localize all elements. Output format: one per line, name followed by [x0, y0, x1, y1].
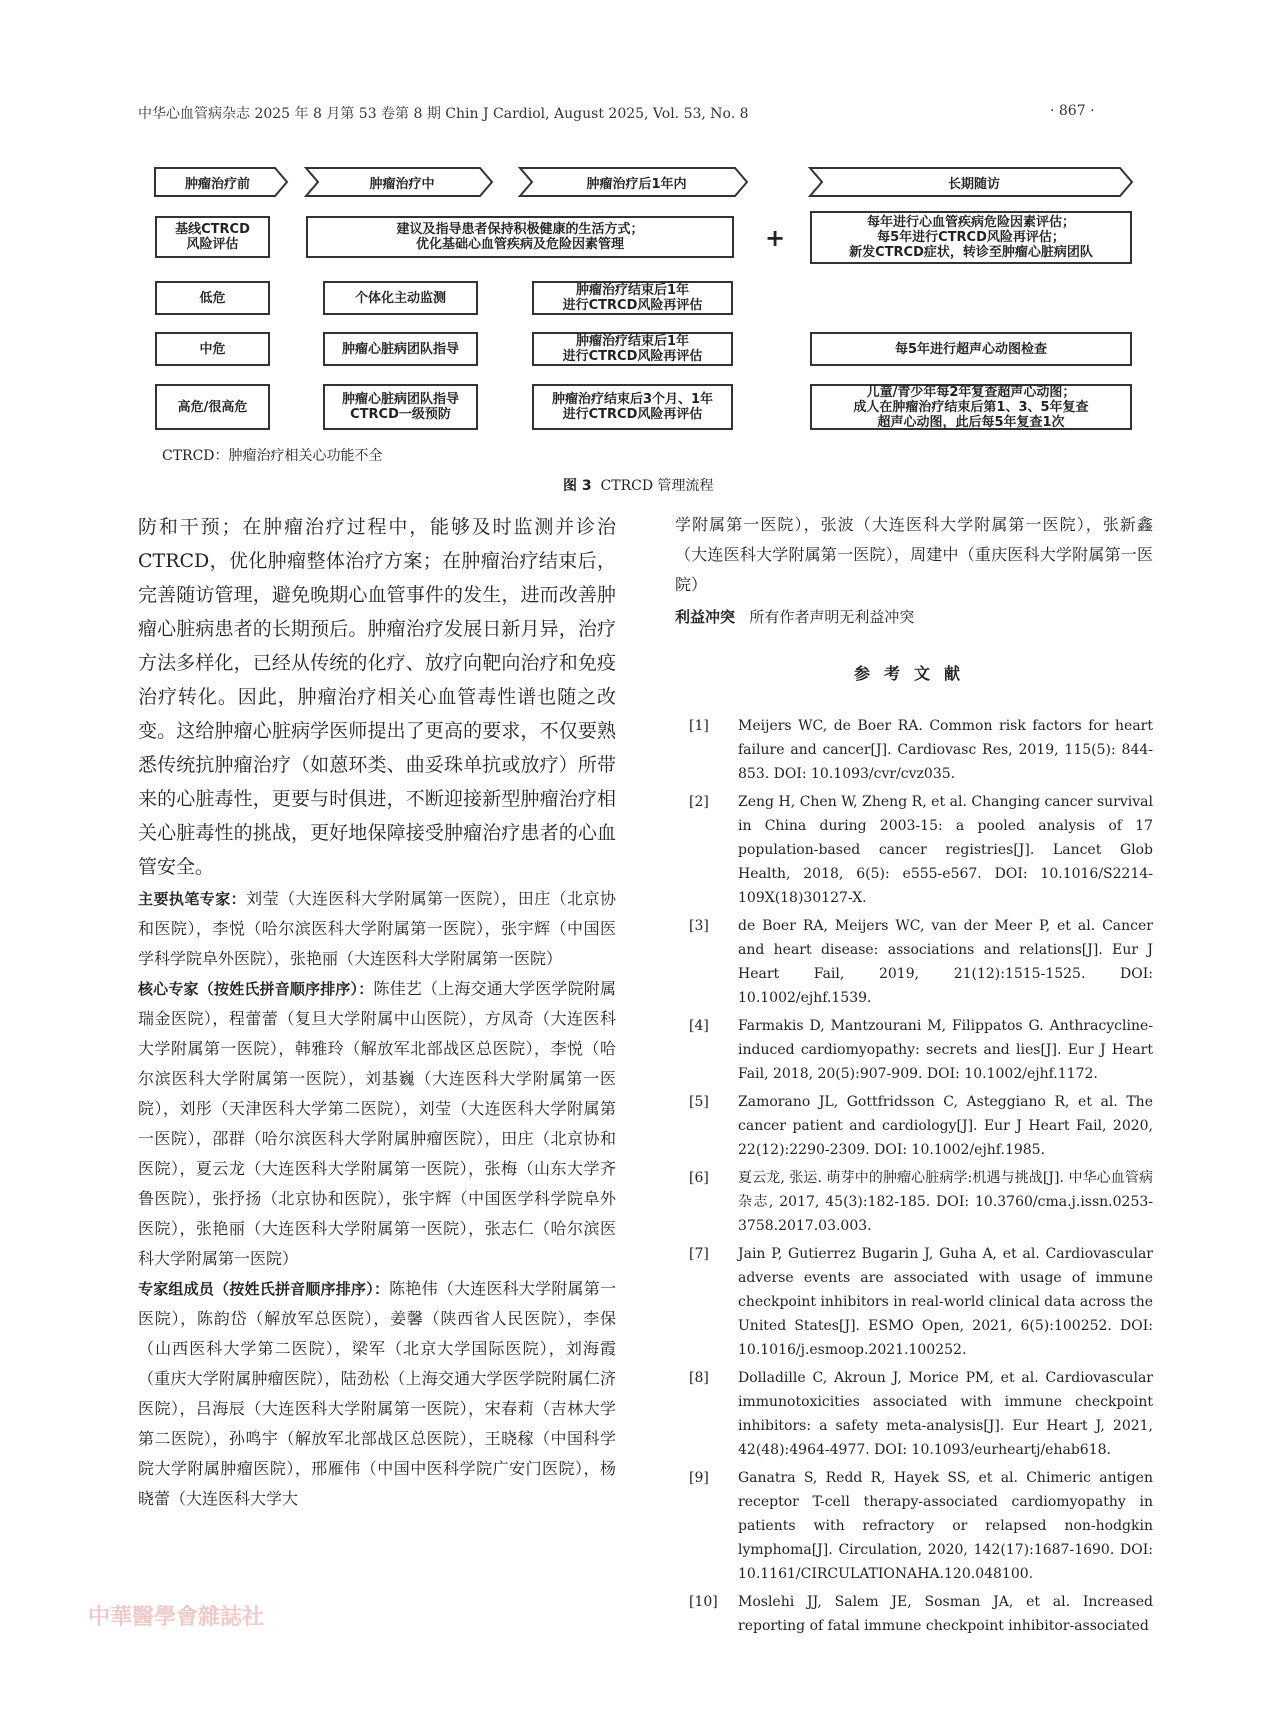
phase-label-during: 肿瘤治疗中 — [369, 176, 435, 192]
node-high-after: 肿瘤治疗结束后3个月、1年 进行CTRCD风险再评估 — [532, 384, 733, 430]
coi-label: 利益冲突 — [675, 608, 736, 626]
publisher-watermark: 中華醫學會雜誌社 — [88, 1605, 265, 1630]
reference-item: [9] Ganatra S, Redd R, Hayek SS, et al. Chimeric antigen receptor T-cell therapy-associated cardiomyopathy in patients with refractory or relapsed non-hodgkin lymphoma[J]. Circulation, 2020, 142(17):1687-1690. DOI: 10.1161/CIRCULATIONAHA.120.048100. — [689, 1470, 1153, 1582]
credits-members-label: 专家组成员（按姓氏拼音顺序排序）： — [138, 1280, 390, 1298]
credits-core-text: 陈佳艺（上海交通大学医学院附属瑞金医院），程蕾蕾（复旦大学附属中山医院），方凤奇（大连医科大学附属第一医院），韩雅玲（解放军北部战区总医院），李悦（哈尔滨医科大学附属第一医院），刘基巍（大连医科大学附属第一医院），刘彤（天津医科大学第二医院），刘莹（大连医科大学附属第一医院），邵群（哈尔滨医科大学附属肿瘤医院），田庄（北京协和医院），夏云龙（大连医科大学附属第一医院），张梅（山东大学齐鲁医院），张抒扬（北京协和医院），张宇辉（中国医学科学院阜外医院），张艳丽（大连医科大学附属第一医院），张志仁（哈尔滨医科大学附属第一医院） — [138, 979, 616, 1268]
node-moderate-during: 肿瘤心脏病团队指导 — [323, 332, 478, 366]
credits-core — [138, 974, 616, 1274]
figure-caption — [563, 475, 714, 495]
reference-item: [7] Jain P, Gutierrez Bugarin J, Guha A, et al. Cardiovascular adverse events are associated with usage of immune checkpoint inhibitors in real-world clinical data across the United States[J]. ESMO Open, 2021, 6(5):100252. DOI: 10.1016/j.esmoop.2021.100252. — [689, 1246, 1153, 1358]
reference-item: [3] de Boer RA, Meijers WC, van der Meer P, et al. Cancer and heart disease: associations and relations[J]. Eur J Heart Fail, 2019, 21(12):1515-1525. DOI: 10.1002/ejhf.1539. — [689, 918, 1153, 1006]
node-longterm-general: 每年进行心血管疾病危险因素评估； 每5年进行CTRCD风险再评估； 新发CTRCD症状，转诊至肿瘤心脏病团队 — [810, 211, 1132, 264]
reference-item: [1] Meijers WC, de Boer RA. Common risk factors for heart failure and cancer[J]. Cardiovasc Res, 2019, 115(5): 844-853. DOI: 10.1093/cvr/cvz035. — [689, 718, 1153, 782]
reference-item: [6] 夏云龙, 张运. 萌芽中的肿瘤心脏病学:机遇与挑战[J]. 中华心血管病杂志, 2017, 45(3):182-185. DOI: 10.3760/cma.j.issn.0253-3758.2017.03.003. — [689, 1170, 1153, 1234]
node-high-during: 肿瘤心脏病团队指导 CTRCD一级预防 — [323, 384, 478, 430]
phase-label-before: 肿瘤治疗前 — [184, 176, 250, 192]
body-paragraph: 防和干预；在肿瘤治疗过程中，能够及时监测并诊治 CTRCD，优化肿瘤整体治疗方案；在肿瘤治疗结束后，完善随访管理，避免晚期心血管事件的发生，进而改善肿瘤心脏病患者的长期预后。肿瘤治疗发展日新月异，治疗方法多样化，已经从传统的化疗、放疗向靶向治疗和免疫治疗转化。因此，肿瘤治疗相关心血管毒性谱也随之改变。这给肿瘤心脏病学医师提出了更高的要求，不仅要熟悉传统抗肿瘤治疗（如蒽环类、曲妥珠单抗或放疗）所带来的心脏毒性，更要与时俱进，不断迎接新型肿瘤治疗相关心脏毒性的挑战，更好地保障接受肿瘤治疗患者的心血管安全。 — [138, 516, 616, 878]
node-moderate-after: 肿瘤治疗结束后1年 进行CTRCD风险再评估 — [532, 332, 733, 366]
reference-list — [675, 714, 1153, 1638]
plus-sign: + — [765, 224, 786, 252]
phase-label-longterm: 长期随访 — [947, 176, 1000, 192]
credits-members — [138, 1274, 616, 1514]
figure-note: CTRCD：肿瘤治疗相关心功能不全 — [162, 448, 383, 464]
reference-item: [2] Zeng H, Chen W, Zheng R, et al. Changing cancer survival in China during 2003-15: a pooled analysis of 17 population-based cancer registries[J]. Lancet Glob Health, 2018, 6(5): e555-e567. DOI: 10.1016/S2214-109X(18)30127-X. — [689, 794, 1153, 906]
reference-item: [10] Moslehi JJ, Salem JE, Sosman JA, et al. Increased reporting of fatal immune checkpoint inhibitor-associated — [689, 1594, 1153, 1634]
credits-main — [138, 884, 616, 974]
node-low-after: 肿瘤治疗结束后1年 进行CTRCD风险再评估 — [532, 281, 733, 315]
node-risk-low: 低危 — [155, 281, 270, 315]
node-baseline-assessment: 基线CTRCD 风险评估 — [155, 216, 270, 258]
node-low-during: 个体化主动监测 — [323, 281, 478, 315]
reference-item: [5] Zamorano JL, Gottfridsson C, Asteggiano R, et al. The cancer patient and cardiology[J]. Eur J Heart Fail, 2020, 22(12):2290-2309. DOI: 10.1002/ejhf.1985. — [689, 1094, 1153, 1158]
node-risk-high: 高危/很高危 — [155, 384, 270, 430]
credits-main-text: 刘莹（大连医科大学附属第一医院），田庄（北京协和医院），李悦（哈尔滨医科大学附属第一医院），张宇辉（中国医学科学院阜外医院），张艳丽（大连医科大学附属第一医院） — [138, 889, 616, 968]
coi-text: 所有作者声明无利益冲突 — [749, 608, 915, 626]
figure-caption-text: CTRCD 管理流程 — [600, 478, 714, 494]
reference-item: [4] Farmakis D, Mantzourani M, Filippatos G. Anthracycline-induced cardiomyopathy: secrets and lies[J]. Eur J Heart Fail, 2018, 20(5):907-909. DOI: 10.1002/ejhf.1172. — [689, 1018, 1153, 1082]
node-moderate-longterm: 每5年进行超声心动图检查 — [810, 332, 1132, 366]
credits-core-label: 核心专家（按姓氏拼音顺序排序）： — [138, 980, 374, 998]
credits-members-continued: 学附属第一医院），张波（大连医科大学附属第一医院），张新鑫（大连医科大学附属第一医院），周建中（重庆医科大学附属第一医院） — [675, 515, 1153, 594]
node-risk-moderate: 中危 — [155, 332, 270, 366]
node-high-longterm: 儿童/青少年每2年复查超声心动图； 成人在肿瘤治疗结束后第1、3、5年复查 超声心动图，此后每5年复查1次 — [810, 384, 1132, 430]
right-column — [675, 510, 1153, 1642]
credits-members-text: 陈艳伟（大连医科大学附属第一医院），陈韵岱（解放军总医院），姜馨（陕西省人民医院），李保（山西医科大学第二医院），梁军（北京大学国际医院），刘海霞（重庆大学附属肿瘤医院），陆劲松（上海交通大学医学院附属仁济医院），吕海辰（大连医科大学附属第一医院），宋春莉（吉林大学第二医院），孙鸣宇（解放军北部战区总医院），王晓稼（中国科学院大学附属肿瘤医院），邢雁伟（中国中医科学院广安门医院），杨晓蕾（大连医科大学大 — [138, 1279, 616, 1508]
flowchart — [0, 0, 1276, 500]
running-header-left: 中华心血管病杂志 2025 年 8 月第 53 卷第 8 期 Chin J Cardiol, August 2025, Vol. 53, No. 8 — [138, 106, 749, 122]
phase-label-after: 肿瘤治疗后1年内 — [586, 176, 687, 192]
references-title: 参考文献 — [853, 664, 974, 683]
left-column — [138, 510, 616, 1514]
conflict-of-interest — [675, 606, 1153, 627]
figure-caption-label: 图 3 — [563, 478, 592, 494]
credits-main-label: 主要执笔专家： — [138, 890, 247, 908]
node-lifestyle-guidance: 建议及指导患者保持积极健康的生活方式； 优化基础心血管疾病及危险因素管理 — [306, 216, 734, 258]
page-number: · 867 · — [1050, 103, 1095, 119]
reference-item: [8] Dolladille C, Akroun J, Morice PM, et al. Cardiovascular immunotoxicities associated with immune checkpoint inhibitors: a safety meta-analysis[J]. Eur Heart J, 2021, 42(48):4964-4977. DOI: 10.1093/eurheartj/ehab618. — [689, 1370, 1153, 1458]
